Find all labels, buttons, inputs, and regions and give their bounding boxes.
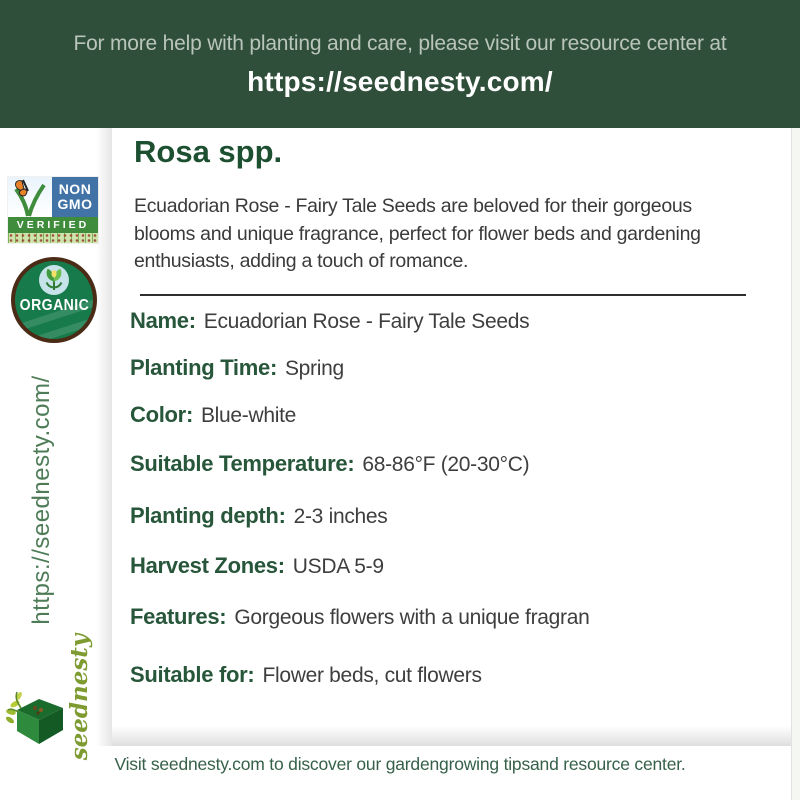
verified-label: VERIFIED xyxy=(8,217,98,233)
attribute-row-color xyxy=(130,402,790,428)
attribute-label: Features: xyxy=(130,604,227,629)
seednesty-logo-icon xyxy=(5,686,67,753)
seednesty-logo-text: seednesty xyxy=(66,633,93,761)
attribute-value: Ecuadorian Rose - Fairy Tale Seeds xyxy=(203,310,530,333)
attribute-label: Planting depth: xyxy=(130,503,286,528)
attribute-row-features xyxy=(130,604,790,630)
non-gmo-label xyxy=(52,177,98,217)
card-left-shadow xyxy=(96,128,112,746)
organic-label: ORGANIC xyxy=(19,297,90,314)
attribute-value: Blue-white xyxy=(200,404,297,427)
footer-message: Visit seednesty.com to discover our gardengrowing tipsand resource center. xyxy=(114,754,686,774)
description-line: Ecuadorian Rose - Fairy Tale Seeds are beloved for their gorgeous xyxy=(134,195,692,217)
attribute-row-name xyxy=(130,308,790,334)
banner-url: https://seednesty.com/ xyxy=(247,66,553,97)
attribute-value: Gorgeous flowers with a unique fragran xyxy=(234,606,590,629)
attribute-label: Color: xyxy=(130,402,193,427)
attribute-row-suitable-for xyxy=(130,662,790,688)
attribute-row-suitable-temperature xyxy=(130,451,790,477)
card-bottom-shadow xyxy=(112,726,791,746)
attribute-value: 68-86°F (20-30°C) xyxy=(362,453,530,476)
attribute-row-planting-time xyxy=(130,355,790,381)
description-line: blooms and unique fragrance, perfect for flower beds and gardening xyxy=(134,222,701,245)
attribute-value: Spring xyxy=(284,357,344,380)
organic-badge xyxy=(11,257,97,343)
attribute-list xyxy=(130,308,790,688)
description xyxy=(134,193,701,276)
card-right-edge xyxy=(791,128,800,800)
attribute-row-harvest-zones xyxy=(130,553,790,579)
divider-line xyxy=(140,294,746,296)
attribute-value: USDA 5-9 xyxy=(292,555,384,578)
attribute-label: Harvest Zones: xyxy=(130,553,285,578)
attribute-label: Suitable Temperature: xyxy=(130,451,355,476)
butterfly-plant-icon xyxy=(8,177,52,217)
non-gmo-verified-badge xyxy=(8,177,98,243)
non-gmo-line2: GMO xyxy=(57,196,93,212)
attribute-label: Planting Time: xyxy=(130,355,277,380)
banner-message: For more help with planting and care, please visit our resource center at xyxy=(73,32,727,55)
attribute-label: Suitable for: xyxy=(130,662,255,687)
description-line: enthusiasts, adding a touch of romance. xyxy=(134,250,469,272)
sprout-icon xyxy=(39,265,69,295)
top-banner xyxy=(0,0,800,128)
sidebar-vertical-url: https://seednesty.com/ xyxy=(28,375,55,625)
attribute-value: Flower beds, cut flowers xyxy=(262,664,482,687)
non-gmo-line1: NON xyxy=(58,181,92,197)
attribute-row-planting-depth xyxy=(130,503,790,529)
grass-pattern xyxy=(8,233,98,243)
page-title: Rosa spp. xyxy=(134,134,283,169)
attribute-label: Name: xyxy=(130,308,196,333)
attribute-value: 2-3 inches xyxy=(293,505,388,528)
